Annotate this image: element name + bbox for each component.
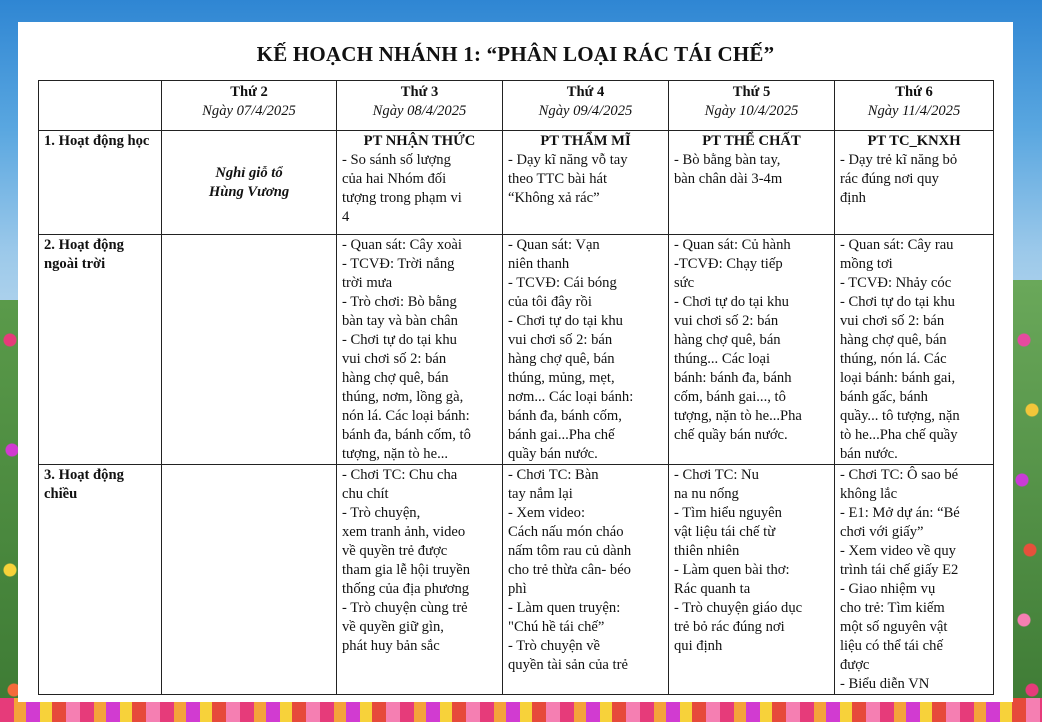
day-date: Ngày 07/4/2025: [202, 103, 296, 119]
cell-line: - Chơi TC: Ô sao bé: [840, 467, 959, 483]
plan-cell: [503, 131, 669, 235]
cell-line: sức: [674, 275, 695, 291]
plan-cell: [835, 235, 994, 465]
cell-line: Cách nấu món cháo: [508, 524, 624, 540]
cell-line: mồng tơi: [840, 256, 893, 272]
cell-line: - Làm quen truyện:: [508, 600, 621, 616]
cell-line: - Chơi TC: Nu: [674, 467, 759, 483]
weekly-plan-table: [38, 80, 994, 695]
header-day-tue: [337, 81, 503, 131]
cell-line: - Quan sát: Cây rau: [840, 237, 954, 253]
cell-line: - Giao nhiệm vụ: [840, 581, 936, 597]
cell-line: bàn chân dài 3-4m: [674, 171, 783, 187]
cell-line: chế quầy bán nước.: [674, 427, 788, 443]
header-day-thu: [669, 81, 835, 131]
cell-line: rác đúng nơi quy: [840, 171, 939, 187]
plan-cell: [337, 465, 503, 695]
cell-line: - TCVĐ: Nhảy cóc: [840, 275, 952, 291]
day-date: Ngày 09/4/2025: [538, 103, 633, 119]
day-date: Ngày 10/4/2025: [704, 103, 799, 119]
cell-line: - Trò chuyện giáo dục: [674, 600, 803, 616]
cell-line: bánh gấc, bánh: [840, 389, 928, 405]
day-name: Thứ 6: [895, 84, 933, 100]
cell-line: - Trò chơi: Bò bằng: [342, 294, 457, 310]
cell-line: - E1: Mở dự án: “Bé: [840, 505, 960, 521]
cell-line: bánh đa, bánh cốm, tô: [342, 427, 471, 443]
row-label: 3. Hoạt động chiều: [39, 465, 162, 695]
cell-line: - Dạy trẻ kĩ năng bỏ: [840, 152, 958, 168]
table-row: [39, 465, 994, 695]
cell-line: hàng chợ quê, bán: [508, 351, 615, 367]
cell-subhead: PT THỂ CHẤT: [702, 133, 801, 149]
cell-line: tham gia lễ hội truyền: [342, 562, 471, 578]
holiday-line: Nghỉ giỗ tổ: [215, 165, 283, 181]
plan-cell: [835, 131, 994, 235]
day-name: Thứ 2: [230, 84, 268, 100]
cell-line: quầy... tô tượng, nặn: [840, 408, 960, 424]
cell-line: vui chơi số 2: bán: [508, 332, 613, 348]
cell-line: bánh: bánh đa, bánh: [674, 370, 792, 386]
row-label: 2. Hoạt động ngoài trời: [39, 235, 162, 465]
cell-line: - Chơi tự do tại khu: [840, 294, 955, 310]
cell-line: chơi với giấy”: [840, 524, 924, 540]
holiday-line: Hùng Vương: [208, 184, 290, 200]
plan-cell: [503, 235, 669, 465]
cell-line: liệu có thể tái chế: [840, 638, 943, 654]
plan-cell: [669, 465, 835, 695]
cell-line: được: [840, 657, 870, 673]
cell-line: - Làm quen bài thơ:: [674, 562, 790, 578]
cell-line: tượng trong phạm vi: [342, 190, 462, 206]
document-page: [18, 22, 1013, 702]
cell-line: hàng chợ quê, bán: [342, 370, 449, 386]
plan-cell: [337, 235, 503, 465]
day-name: Thứ 4: [566, 84, 605, 100]
table-header-row: [39, 81, 994, 131]
cell-line: - Bò bằng bàn tay,: [674, 152, 781, 168]
cell-line: qui định: [674, 638, 723, 654]
cell-line: - Quan sát: Củ hành: [674, 237, 791, 253]
flower-field-right: [1012, 280, 1042, 722]
cell-line: cho trẻ thừa cân- béo: [508, 562, 631, 578]
cell-line: tò he...Pha chế quầy: [840, 427, 958, 443]
cell-line: cốm, bánh gai..., tô: [674, 389, 786, 405]
row-label: 1. Hoạt động học: [39, 131, 162, 235]
cell-line: trẻ bỏ rác đúng nơi: [674, 619, 785, 635]
cell-line: bánh gai...Pha chế: [508, 427, 615, 443]
cell-line: thúng... Các loại: [674, 351, 771, 367]
cell-line: trình tái chế giấy E2: [840, 562, 959, 578]
cell-line: trời mưa: [342, 275, 393, 291]
cell-line: 4: [342, 209, 350, 225]
plan-cell: [337, 131, 503, 235]
day-date: Ngày 11/4/2025: [867, 103, 961, 119]
cell-line: Rác quanh ta: [674, 581, 751, 597]
cell-line: nón lá. Các loại bánh:: [342, 408, 470, 424]
header-day-wed: [503, 81, 669, 131]
cell-line: phát huy bản sắc: [342, 638, 440, 654]
cell-line: bàn tay và bàn chân: [342, 313, 458, 329]
cell-line: thúng, nơm, lồng gà,: [342, 389, 464, 405]
cell-line: - TCVĐ: Trời nắng: [342, 256, 455, 272]
cell-line: phì: [508, 581, 527, 597]
cell-subhead: PT NHẬN THỨC: [363, 133, 476, 149]
document-title: KẾ HOẠCH NHÁNH 1: “PHÂN LOẠI RÁC TÁI CHẾ”: [256, 42, 775, 66]
cell-line: vui chơi số 2: bán: [674, 313, 779, 329]
cell-line: loại bánh: bánh gai,: [840, 370, 956, 386]
cell-line: về quyền giữ gìn,: [342, 619, 444, 635]
cell-line: hàng chợ quê, bán: [840, 332, 947, 348]
cell-line: tượng, nặn tò he...: [342, 446, 449, 462]
day-date: Ngày 08/4/2025: [372, 103, 467, 119]
cell-line: - Tìm hiểu nguyên: [674, 505, 782, 521]
cell-line: hàng chợ quê, bán: [674, 332, 781, 348]
cell-line: - So sánh số lượng: [342, 152, 451, 168]
cell-line: thúng, mủng, mẹt,: [508, 370, 615, 386]
cell-line: quyền tài sản của trẻ: [508, 657, 628, 673]
cell-line: - Dạy kĩ năng vỗ tay: [508, 152, 628, 168]
cell-line: tượng, nặn tò he...Pha: [674, 408, 802, 424]
header-day-fri: [835, 81, 994, 131]
cell-line: -TCVĐ: Chạy tiếp: [674, 256, 783, 272]
cell-line: - Trò chuyện về: [508, 638, 601, 654]
cell-line: - Chơi tự do tại khu: [674, 294, 789, 310]
cell-line: niên thanh: [508, 256, 570, 272]
cell-line: xem tranh ảnh, video: [342, 524, 466, 540]
cell-line: - Quan sát: Vạn: [508, 237, 600, 253]
cell-line: về quyền trẻ được: [342, 543, 448, 559]
holiday-cell: [162, 131, 337, 235]
cell-subhead: PT THẨM MĨ: [540, 133, 631, 149]
cell-line: nơm... Các loại bánh:: [508, 389, 634, 405]
cell-line: - Chơi tự do tại khu: [508, 313, 623, 329]
cell-subhead: PT TC_KNXH: [867, 133, 961, 149]
cell-line: thúng, nón lá. Các: [840, 351, 947, 367]
day-name: Thứ 3: [400, 84, 439, 100]
empty-cell: [162, 465, 337, 695]
table-row: [39, 131, 994, 235]
plan-cell: [669, 131, 835, 235]
cell-line: - Xem video về quy: [840, 543, 956, 559]
cell-line: na nu nống: [674, 486, 739, 502]
cell-line: định: [840, 190, 866, 206]
cell-line: tay nắm lại: [508, 486, 573, 502]
cell-line: vật liệu tái chế từ: [674, 524, 776, 540]
header-day-mon: [162, 81, 337, 131]
cell-line: - Chơi TC: Chu cha: [342, 467, 458, 483]
cell-line: của tôi đây rồi: [508, 294, 592, 310]
plan-cell: [835, 465, 994, 695]
cell-line: thiên nhiên: [674, 543, 740, 559]
empty-cell: [162, 235, 337, 465]
cell-line: “Không xả rác”: [508, 190, 600, 206]
cell-line: vui chơi số 2: bán: [840, 313, 945, 329]
header-corner-cell: [39, 81, 162, 131]
cell-line: nấm tôm rau củ dành: [508, 543, 632, 559]
cell-line: - Chơi tự do tại khu: [342, 332, 457, 348]
cell-line: - Xem video:: [508, 505, 586, 521]
cell-line: vui chơi số 2: bán: [342, 351, 447, 367]
cell-line: - TCVĐ: Cái bóng: [508, 275, 617, 291]
cell-line: - Chơi TC: Bàn: [508, 467, 599, 483]
cell-line: của hai Nhóm đối: [342, 171, 447, 187]
cell-line: theo TTC bài hát: [508, 171, 608, 187]
cell-line: không lắc: [840, 486, 898, 502]
cell-line: bán nước.: [840, 446, 898, 462]
cell-line: - Biểu diễn VN: [840, 676, 930, 692]
cell-line: chu chít: [342, 486, 389, 502]
cell-line: - Trò chuyện cùng trẻ: [342, 600, 468, 616]
cell-line: "Chú hề tái chế”: [508, 619, 605, 635]
cell-line: cho trẻ: Tìm kiếm: [840, 600, 945, 616]
cell-line: thống của địa phương: [342, 581, 470, 597]
cell-line: - Quan sát: Cây xoài: [342, 237, 462, 253]
cell-line: - Trò chuyện,: [342, 505, 421, 521]
cell-line: bánh đa, bánh cốm,: [508, 408, 622, 424]
plan-cell: [503, 465, 669, 695]
plan-cell: [669, 235, 835, 465]
day-name: Thứ 5: [732, 84, 771, 100]
cell-line: một số nguyên vật: [840, 619, 948, 635]
cell-line: quầy bán nước.: [508, 446, 598, 462]
table-row: [39, 235, 994, 465]
